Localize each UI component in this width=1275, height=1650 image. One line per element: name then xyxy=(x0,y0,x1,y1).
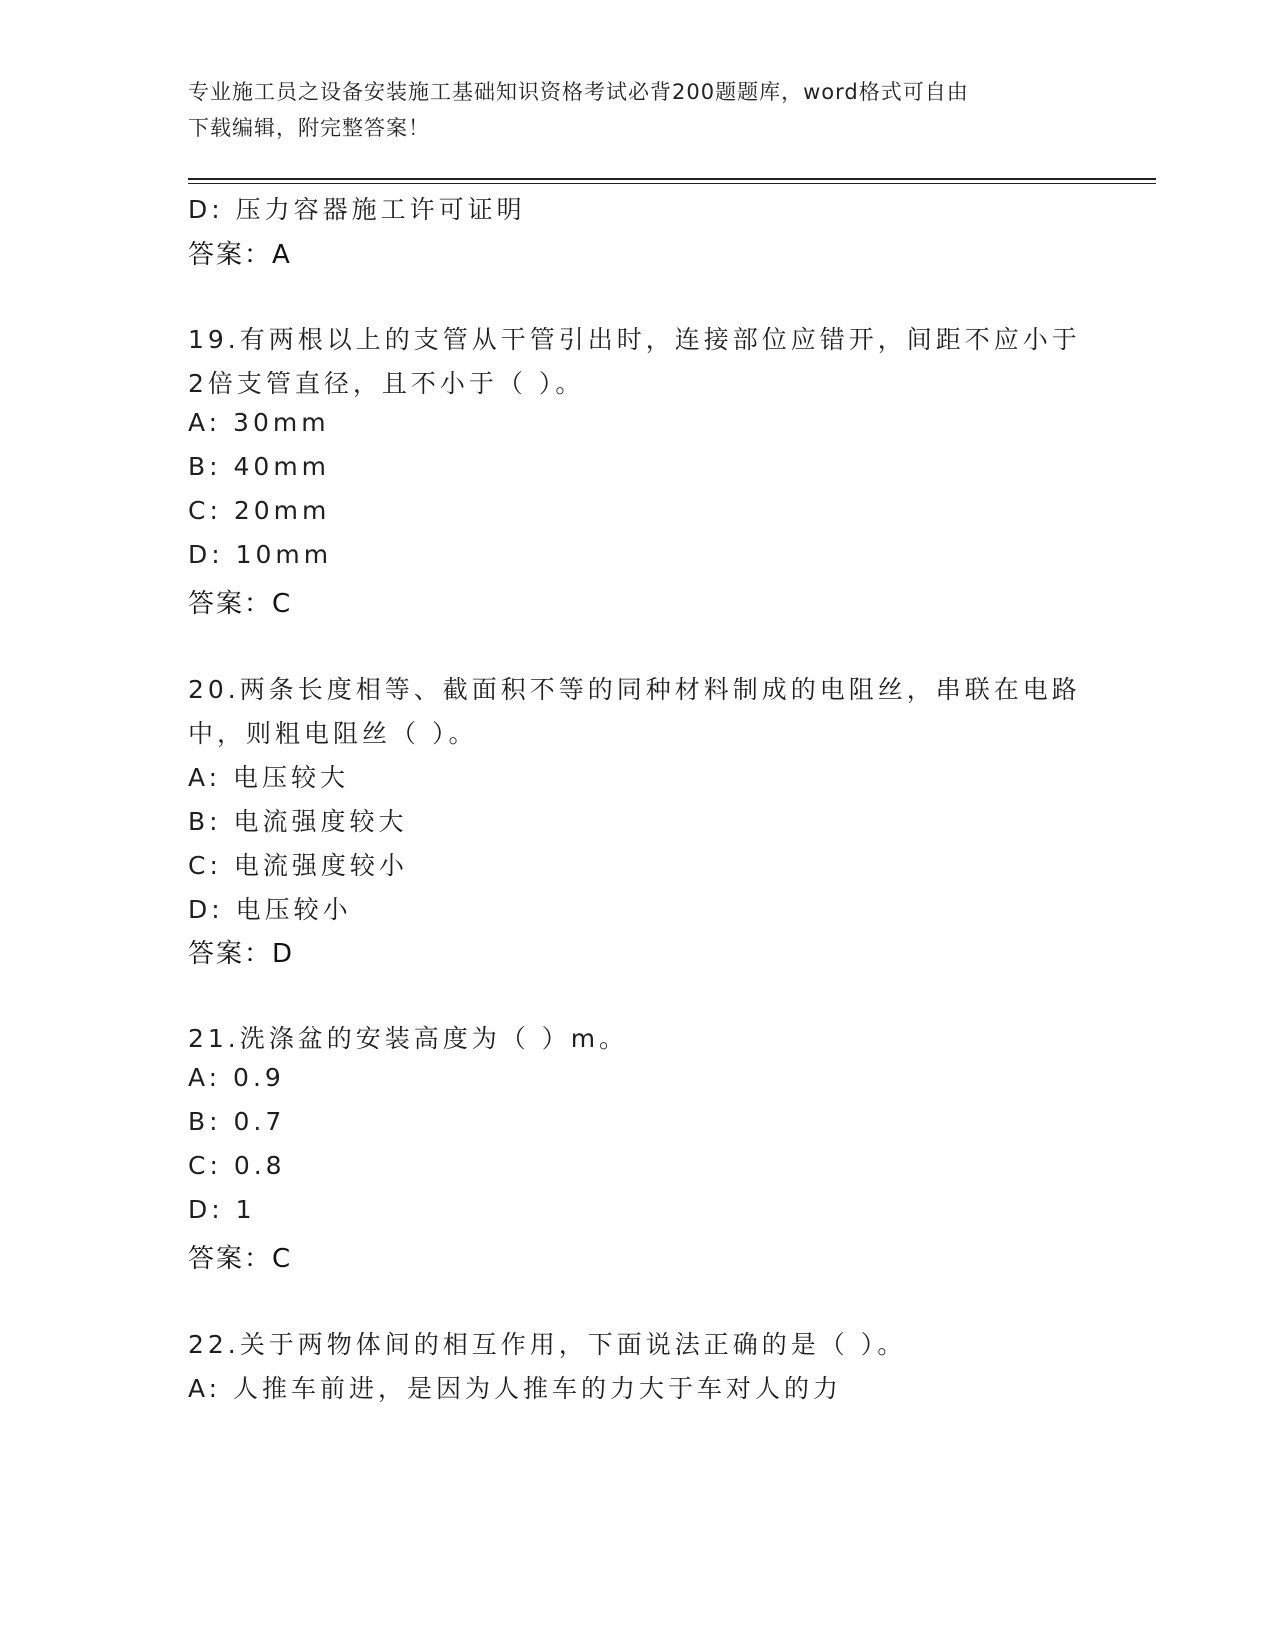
q20-option-c: C: 电流强度较小 xyxy=(188,851,408,880)
q21-option-b: B: 0.7 xyxy=(188,1107,286,1136)
q22-option-a: A: 人推车前进，是因为人推车的力大于车对人的力 xyxy=(188,1374,843,1403)
q19-answer: 答案：C xyxy=(188,589,293,619)
q21-option-a: A: 0.9 xyxy=(188,1063,285,1092)
q21-stem-line-1: 21.洗涤盆的安装高度为（ ）m。 xyxy=(188,1024,629,1053)
q20-stem-line-2: 中，则粗电阻丝（ ）。 xyxy=(188,719,478,748)
header-rule-thin xyxy=(188,183,1156,184)
header-rule-thick xyxy=(188,178,1156,180)
q20-answer: 答案：D xyxy=(188,939,295,969)
header-line-1: 专业施工员之设备安装施工基础知识资格考试必背200题题库，word格式可自由 xyxy=(188,80,969,104)
q20-option-a: A: 电压较大 xyxy=(188,763,350,792)
q19-option-c: C: 20mm xyxy=(188,496,331,525)
q19-stem-line-2: 2倍支管直径，且不小于（ ）。 xyxy=(188,369,585,398)
prev-answer: 答案：A xyxy=(188,240,292,270)
q19-option-b: B: 40mm xyxy=(188,452,331,481)
header-line-2: 下载编辑，附完整答案！ xyxy=(188,116,430,140)
q19-stem-line-1: 19.有两根以上的支管从干管引出时，连接部位应错开，间距不应小于 xyxy=(188,325,1081,354)
q19-option-d: D: 10mm xyxy=(188,540,333,569)
q20-option-b: B: 电流强度较大 xyxy=(188,807,408,836)
q19-option-a: A: 30mm xyxy=(188,408,330,437)
q22-stem-line-1: 22.关于两物体间的相互作用，下面说法正确的是（ ）。 xyxy=(188,1330,907,1359)
q21-option-c: C: 0.8 xyxy=(188,1151,286,1180)
prev-option-d: D: 压力容器施工许可证明 xyxy=(188,195,526,224)
document-header xyxy=(188,74,1088,146)
q20-option-d: D: 电压较小 xyxy=(188,895,352,924)
q21-answer: 答案：C xyxy=(188,1244,293,1274)
q21-option-d: D: 1 xyxy=(188,1195,256,1224)
q20-stem-line-1: 20.两条长度相等、截面积不等的同种材料制成的电阻丝，串联在电路 xyxy=(188,675,1081,704)
